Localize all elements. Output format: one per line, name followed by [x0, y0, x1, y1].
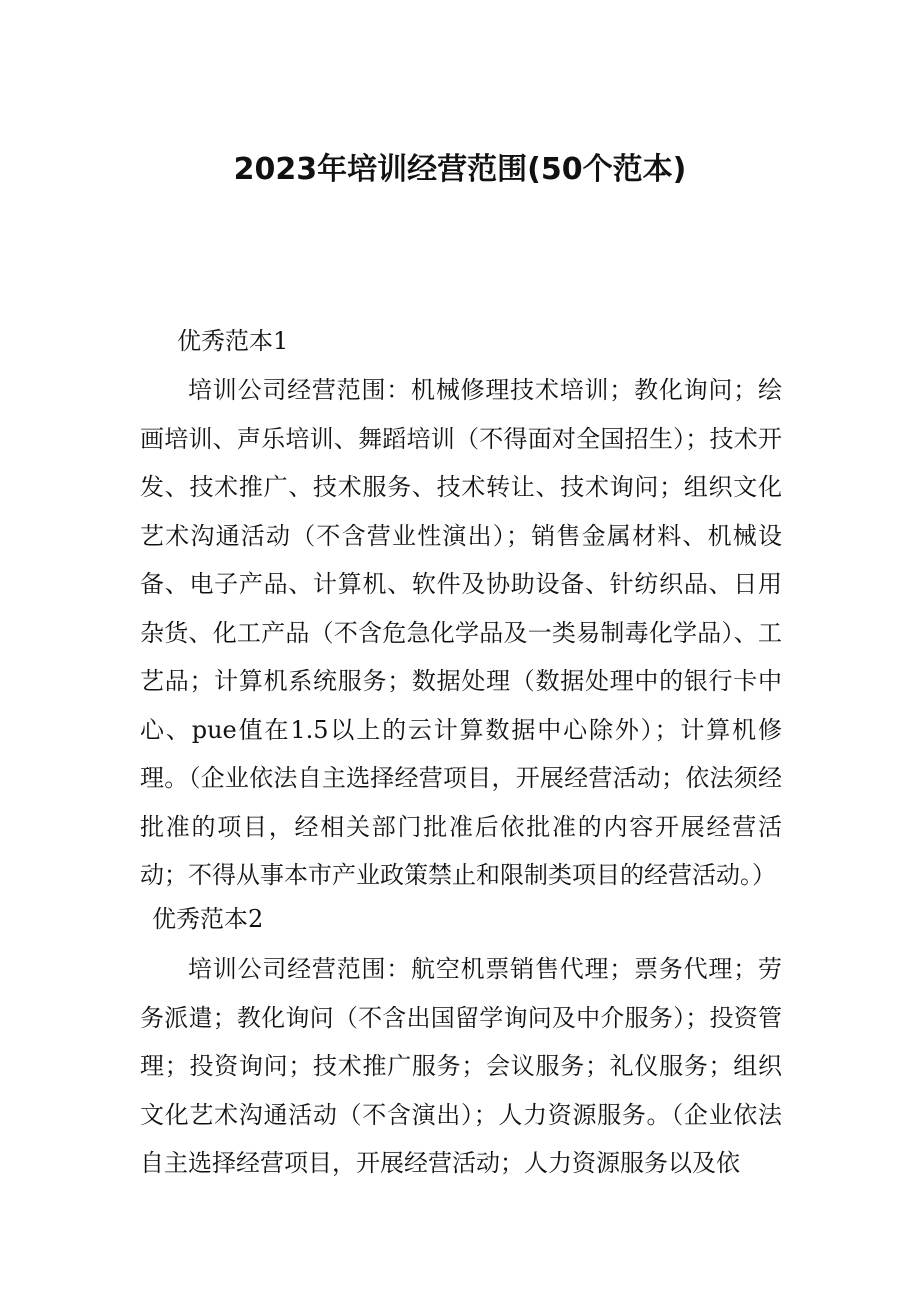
section-heading-2: 优秀范本2 [152, 905, 264, 933]
section-paragraph-1: 培训公司经营范围：机械修理技术培训；教化询问；绘画培训、声乐培训、舞蹈培训（不得面对全国招生）；技术开发、技术推广、技术服务、技术转让、技术询问；组织文化艺术沟通活动（不含营业性演出）；销售金属材料、机械设备、电子产品、计算机、软件及协助设备、针纺织品、日用杂货、化工产品（不含危急化学品及一类易制毒化学品）、工艺品；计算机系统服务；数据处理（数据处理中的银行卡中心、pue值在1.5以上的云计算数据中心除外）；计算机修理。（企业依法自主选择经营项目，开展经营活动；依法须经批准的项目，经相关部门批准后依批准的内容开展经营活动；不得从事本市产业政策禁止和限制类项目的经营活动。） [140, 376, 782, 889]
document-title: 2023年培训经营范围(50个范本) [233, 152, 687, 187]
section-heading-1: 优秀范本1 [177, 327, 289, 355]
section-paragraph-2: 培训公司经营范围：航空机票销售代理；票务代理；劳务派遣；教化询问（不含出国留学询问及中介服务）；投资管理；投资询问；技术推广服务；会议服务；礼仪服务；组织文化艺术沟通活动（不含演出）；人力资源服务。（企业依法自主选择经营项目，开展经营活动；人力资源服务以及依 [140, 955, 782, 1177]
